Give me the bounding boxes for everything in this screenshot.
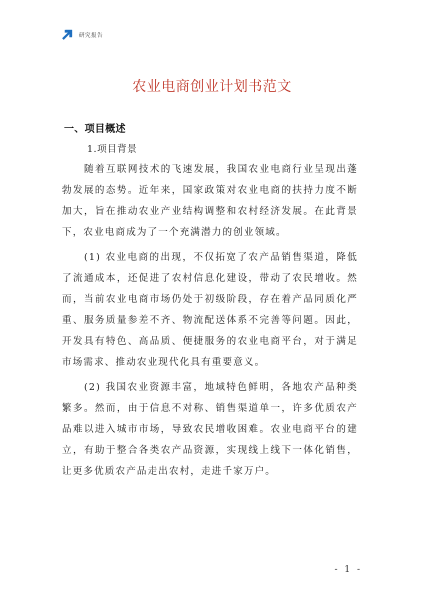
document-body [62,120,358,486]
paragraph: (1) 农业电商的出现，不仅拓宽了农产品销售渠道，降低了流通成本，还促进了农村信息化建设，带动了农民增收。然而，当前农业电商市场仍处于初级阶段，存在着产品同质化严重、服务质量参差不齐、物流配送体系不完善等问题。因此，开发具有特色、高品质、便捷服务的农业电商平台，对于满足市场需求、推动农业现代化具有重要意义。 [62,252,358,368]
arrow-up-right-icon [62,29,73,40]
header-label: 研究报告 [79,32,104,39]
section-heading: 一、项目概述 [64,124,126,135]
paragraph: 随着互联网技术的飞速发展，我国农业电商行业呈现出蓬勃发展的态势。近年来，国家政策对农业电商的扶持力度不断加大，旨在推动农业产业结构调整和农村经济发展。在此背景下，农业电商成为了一个充满潜力的创业领域。 [62,164,358,238]
document-title: 农业电商创业计划书范文 [132,79,292,95]
paragraph: (2) 我国农业资源丰富，地域特色鲜明，各地农产品种类繁多。然而，由于信息不对称、销售渠道单一，许多优质农产品难以进入城市市场，导致农民增收困难。农业电商平台的建立，有助于整合各类农产品资源，实现线上线下一体化销售，让更多优质农产品走出农村，走进千家万户。 [62,382,358,477]
sub-heading: 1.项目背景 [87,144,138,155]
page-number: - 1 - [334,565,362,575]
document-header [62,29,103,40]
